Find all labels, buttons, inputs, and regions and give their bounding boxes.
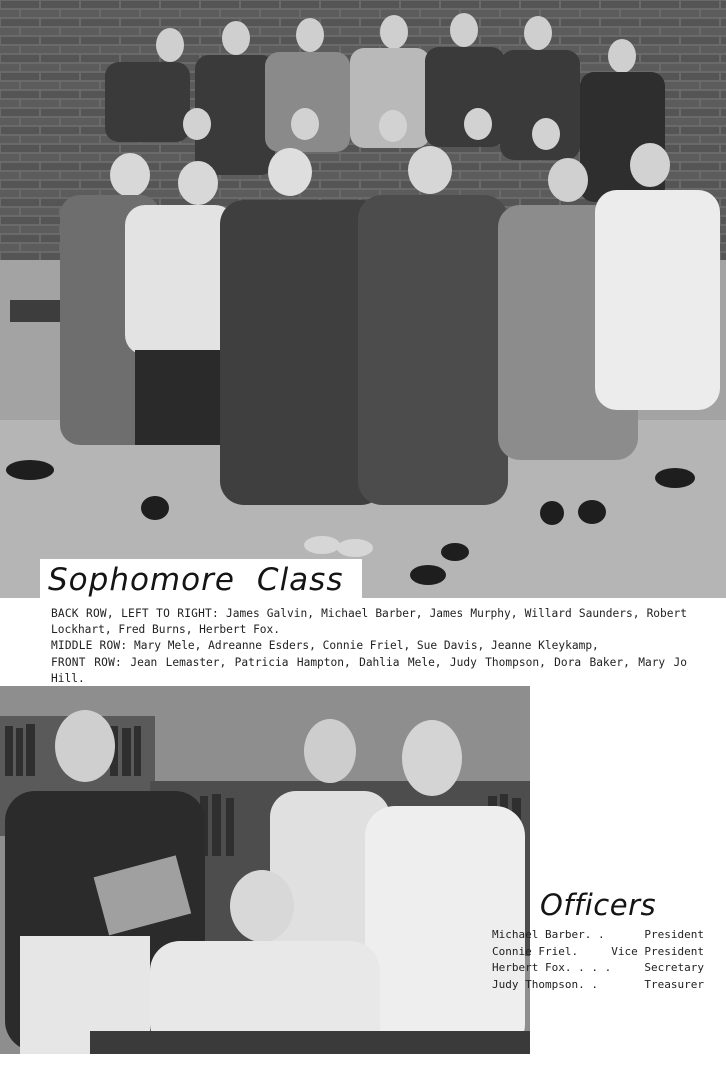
heading-word-class: Class xyxy=(256,562,344,598)
officer-role: President xyxy=(644,928,704,941)
class-caption xyxy=(51,606,687,687)
row-label: MIDDLE ROW: xyxy=(51,639,128,653)
officer-row-president xyxy=(492,927,704,944)
officer-name: Michael Barber xyxy=(492,928,585,941)
officer-role: Secretary xyxy=(644,961,704,974)
caption-front-row xyxy=(51,655,687,687)
row-label: FRONT ROW: xyxy=(51,655,122,669)
heading-word-sophomore: Sophomore xyxy=(48,562,235,598)
officer-row-secretary xyxy=(492,960,704,977)
officer-name: Judy Thompson xyxy=(492,977,579,991)
officer-leader-dots: . . xyxy=(584,928,605,941)
caption-middle-row xyxy=(51,638,687,654)
officer-role: Treasurer xyxy=(644,977,704,991)
row-names: James Galvin, Michael Barber, James Murphy, Willard Saunders, Robert Lockhart, Fred Burns, Herbert Fox. xyxy=(51,607,687,637)
officers-photo xyxy=(0,686,530,1054)
row-names: Jean Lemaster, Patricia Hampton, Dahlia Mele, Judy Thompson, Dora Baker, Mary Jo Hill. xyxy=(51,655,687,685)
officer-leader-dots: . . xyxy=(578,977,598,991)
officer-role: Vice President xyxy=(611,944,704,958)
officer-row-treasurer xyxy=(492,977,704,994)
officer-name: Connie Friel xyxy=(492,944,572,958)
caption-back-row xyxy=(51,606,687,638)
officer-name: Herbert Fox xyxy=(492,961,565,974)
officers-list xyxy=(492,927,704,993)
officers-photo-image xyxy=(0,686,530,1054)
class-heading xyxy=(48,562,343,598)
row-label: BACK ROW, LEFT TO RIGHT: xyxy=(51,607,219,620)
row-names: Mary Mele, Adreanne Esders, Connie Friel, Sue Davis, Jeanne Kleykamp, xyxy=(134,639,599,653)
officer-leader-dots: . xyxy=(571,944,579,958)
officers-title: Officers xyxy=(540,888,657,922)
officer-row-vice-president xyxy=(492,944,704,961)
officer-leader-dots: . . . . xyxy=(564,961,612,974)
